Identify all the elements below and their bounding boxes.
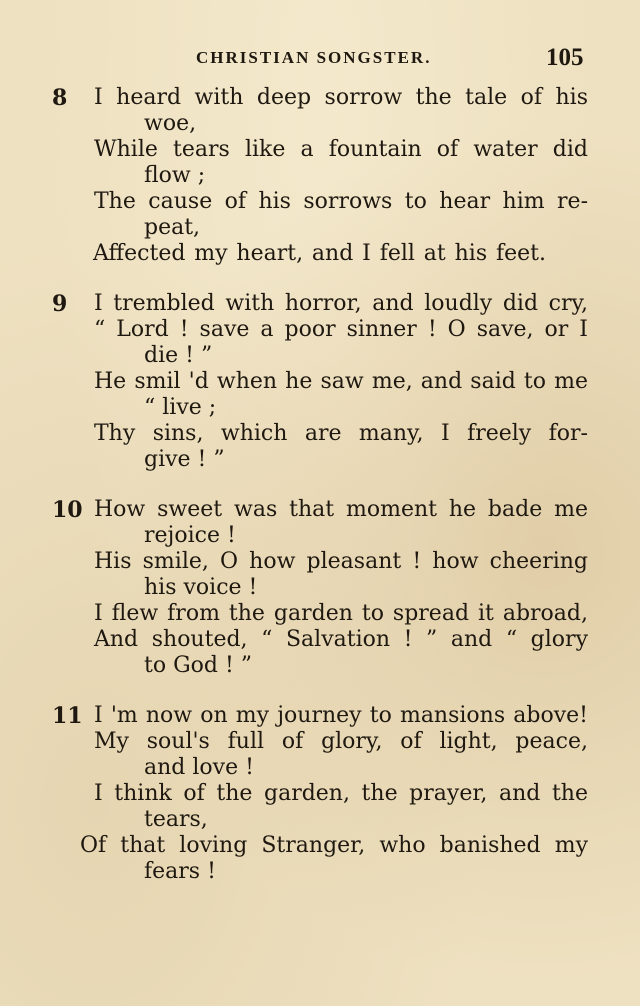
- verse-line: woe,: [144, 111, 197, 136]
- verse-line: and love !: [144, 755, 254, 780]
- verse-line: die ! ”: [144, 343, 213, 368]
- verse-line: The cause of his sorrows to hear him re-: [94, 189, 588, 214]
- verse-line: tears,: [144, 807, 208, 832]
- verse-number: 11: [52, 703, 83, 729]
- verse-line: flow ;: [144, 163, 206, 188]
- page-number: 105: [546, 44, 584, 71]
- verse-line: My soul's full of glory, of light, peace,: [94, 729, 588, 754]
- verse-line: While tears like a fountain of water did: [94, 137, 588, 162]
- verse-line: How sweet was that moment he bade me: [94, 497, 588, 522]
- verse-line: peat,: [144, 215, 201, 240]
- verse-line: Thy sins, which are many, I freely for-: [94, 421, 588, 446]
- verse-10: [0, 497, 640, 679]
- verse-line: “ live ;: [144, 395, 217, 420]
- verse-line: I 'm now on my journey to mansions above!: [94, 703, 588, 728]
- verse-line: Of that loving Stranger, who banished my: [80, 833, 588, 858]
- verse-number: 9: [52, 291, 68, 317]
- verse-line: Affected my heart, and I fell at his feet.: [93, 241, 546, 266]
- verse-line: rejoice !: [144, 523, 236, 548]
- verse-line: to God ! ”: [144, 653, 253, 678]
- verse-line: I flew from the garden to spread it abroad,: [94, 601, 588, 626]
- verse-line: “ Lord ! save a poor sinner ! O save, or I: [94, 317, 588, 342]
- verse-11: [0, 703, 640, 885]
- verse-line: And shouted, “ Salvation ! ” and “ glory: [94, 627, 588, 652]
- verse-line: He smil 'd when he saw me, and said to me: [94, 369, 588, 394]
- verse-9: [0, 291, 640, 473]
- verse-line: his voice !: [144, 575, 258, 600]
- verse-8: [0, 85, 640, 267]
- verse-line: give ! ”: [144, 447, 225, 472]
- hymn-verses: [0, 85, 640, 909]
- verse-line: His smile, O how pleasant ! how cheering: [94, 549, 588, 574]
- page-header: [0, 44, 640, 74]
- running-title: CHRISTIAN SONGSTER.: [196, 48, 432, 67]
- verse-number: 10: [52, 497, 83, 523]
- verse-line: I think of the garden, the prayer, and the: [94, 781, 588, 806]
- verse-line: fears !: [144, 859, 216, 884]
- verse-number: 8: [52, 85, 68, 111]
- verse-line: I trembled with horror, and loudly did cry,: [94, 291, 588, 316]
- verse-line: I heard with deep sorrow the tale of his: [94, 85, 588, 110]
